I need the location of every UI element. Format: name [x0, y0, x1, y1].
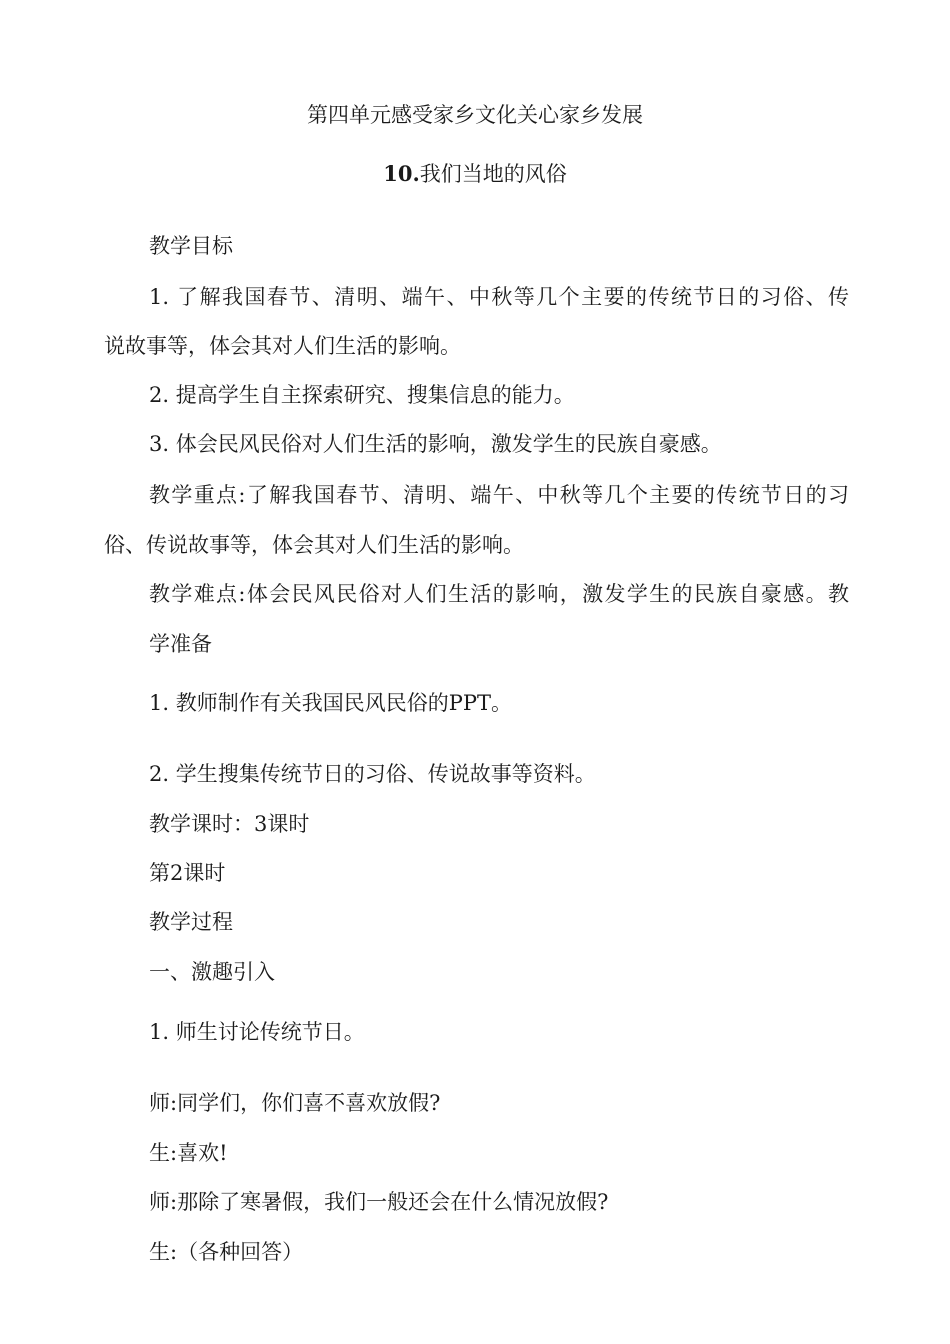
focus-line-2: 俗、传说故事等，体会其对人们生活的影响。 [104, 533, 524, 557]
lesson-title: 我们当地的风俗 [419, 162, 567, 186]
goal-1-line-1: 1. 了解我国春节、清明、端午、中秋等几个主要的传统节日的习俗、传 [149, 285, 849, 309]
focus-line-1: 教学重点:了解我国春节、清明、端午、中秋等几个主要的传统节日的习 [149, 483, 849, 507]
dialog-line-1: 师:同学们，你们喜不喜欢放假? [149, 1091, 441, 1115]
class-hours: 教学课时：3课时 [149, 812, 310, 836]
step-1: 1. 师生讨论传统节日。 [149, 1020, 365, 1044]
dialog-line-3: 师:那除了寒暑假，我们一般还会在什么情况放假? [149, 1190, 609, 1214]
prep-item-2: 2. 学生搜集传统节日的习俗、传说故事等资料。 [149, 762, 596, 786]
prep-item-1: 1. 教师制作有关我国民风民俗的PPT。 [149, 691, 512, 715]
lesson-number: 10. [383, 161, 420, 186]
goal-1-line-2: 说故事等，体会其对人们生活的影响。 [104, 334, 461, 358]
session-label: 第2课时 [149, 861, 226, 885]
unit-title: 第四单元感受家乡文化关心家乡发展 [307, 103, 643, 127]
goal-3: 3. 体会民风民俗对人们生活的影响，激发学生的民族自豪感。 [149, 432, 722, 456]
goal-2: 2. 提高学生自主探索研究、搜集信息的能力。 [149, 383, 575, 407]
dialog-line-2: 生:喜欢! [149, 1141, 228, 1165]
difficulty-line-2: 学准备 [149, 632, 212, 656]
lesson-title-line [0, 160, 950, 188]
dialog-line-4: 生:（各种回答） [149, 1240, 304, 1264]
difficulty-line-1: 教学难点:体会民风民俗对人们生活的影响，激发学生的民族自豪感。教 [149, 582, 849, 606]
goals-heading: 教学目标 [149, 234, 233, 258]
section-1-heading: 一、激趣引入 [149, 960, 275, 984]
process-heading: 教学过程 [149, 910, 233, 934]
